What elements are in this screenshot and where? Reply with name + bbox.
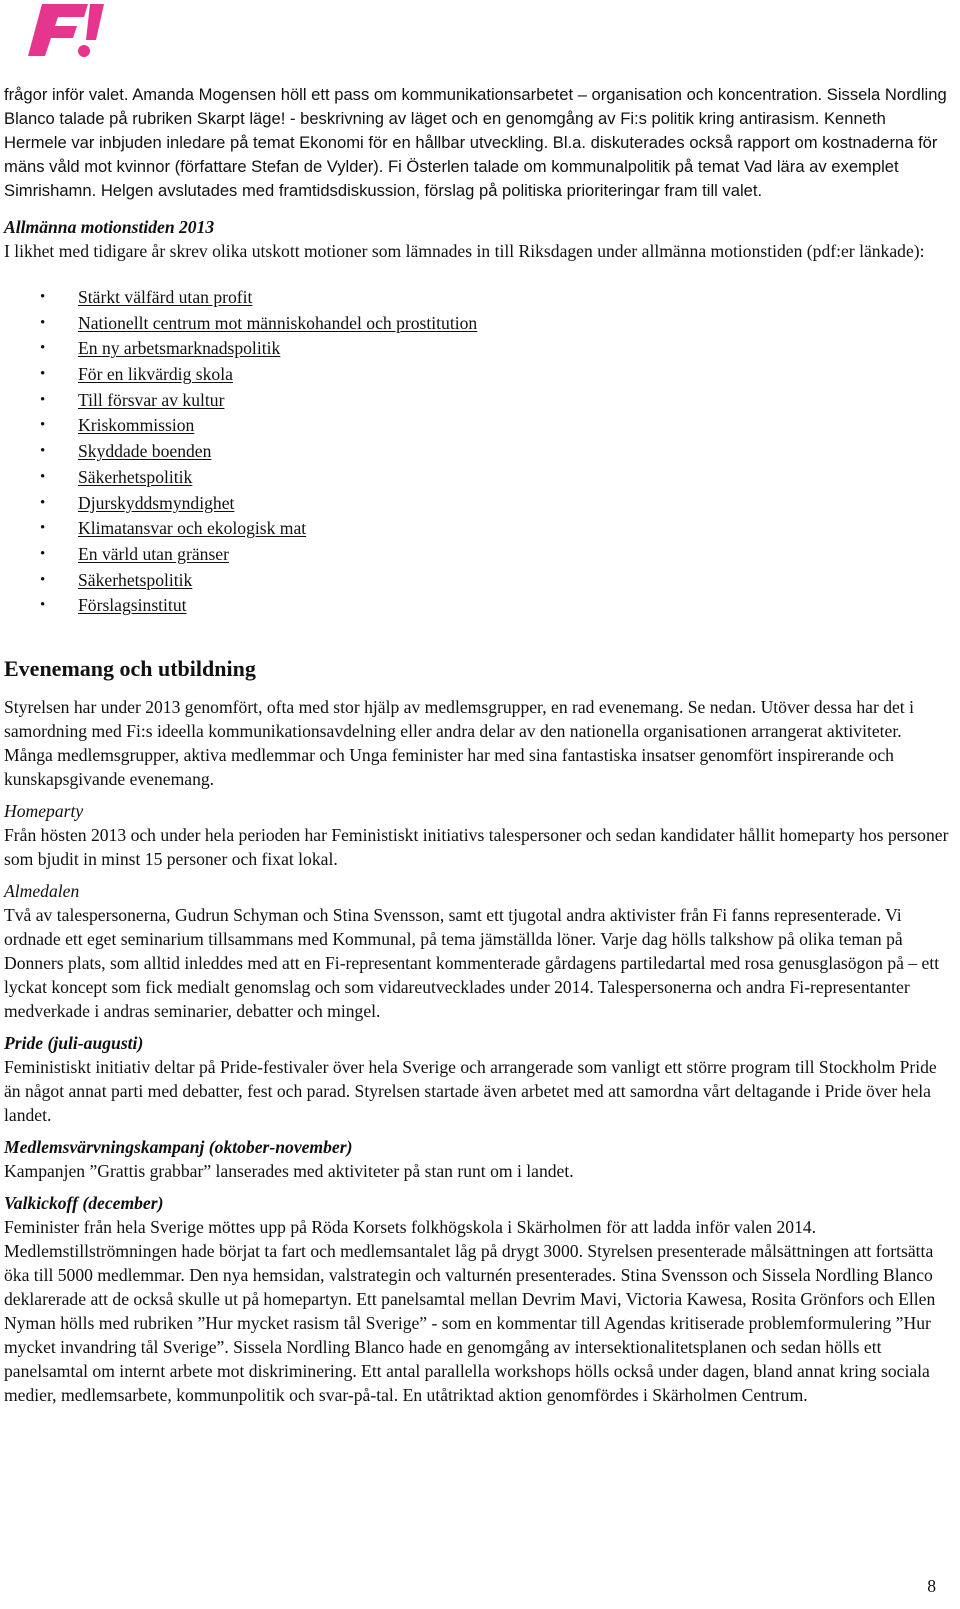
bullet: • bbox=[40, 314, 46, 331]
motions-text: I likhet med tidigare år skrev olika utskott motioner som lämnades in till Riksdagen under allmänna motionstiden (pdf:er länkade): bbox=[4, 241, 925, 261]
bullet: • bbox=[40, 494, 46, 511]
almedalen-heading: Almedalen bbox=[4, 880, 80, 901]
list-item bbox=[4, 413, 952, 439]
motion-link-arbetsmarknad[interactable]: En ny arbetsmarknadspolitik bbox=[78, 338, 281, 359]
list-item bbox=[4, 388, 952, 414]
motion-link-kriskommission[interactable]: Kriskommission bbox=[78, 415, 195, 436]
list-item bbox=[4, 311, 952, 337]
bullet: • bbox=[40, 597, 46, 614]
events-intro: Styrelsen har under 2013 genomfört, ofta med stor hjälp av medlemsgrupper, en rad evenemang. Se nedan. Utöver dessa har det i samordning med Fi:s ideella kommunikationsavdelning eller andra delar av den nationella organisationen arrangerat aktiviteter. Många medlemsgrupper, aktiva medlemmar och Unga feminister har med sina fantastiska insatser genomfört inspirerande och kunskapsgivande evenemang. bbox=[4, 696, 914, 789]
motion-link-skola[interactable]: För en likvärdig skola bbox=[78, 364, 233, 385]
bullet: • bbox=[40, 340, 46, 357]
bullet: • bbox=[40, 391, 46, 408]
bullet: • bbox=[40, 289, 46, 305]
list-item bbox=[4, 285, 952, 311]
membership-campaign-text: Kampanjen ”Grattis grabbar” lanserades med aktiviteter på stan runt om i landet. bbox=[4, 1160, 574, 1181]
fi-logo bbox=[22, 0, 104, 62]
pride-text: Feministiskt initiativ deltar på Pride-festivaler över hela Sverige och arrangerade som vanligt ett större program till Stockholm Pride än något annat parti med debatter, fest och parad. Styrelsen startade även arbetet med att samordna vårt deltagande i Pride över hela landet. bbox=[4, 1056, 937, 1125]
motion-link-valfard[interactable]: Stärkt välfärd utan profit bbox=[78, 287, 253, 307]
list-item bbox=[4, 491, 952, 517]
page-content bbox=[4, 83, 952, 1407]
events-heading: Evenemang och utbildning bbox=[4, 655, 256, 681]
fi-logo-mark bbox=[28, 4, 104, 57]
list-item bbox=[4, 568, 952, 594]
valkickoff-heading: Valkickoff (december) bbox=[4, 1192, 164, 1213]
bullet: • bbox=[40, 417, 46, 434]
motion-link-sakerhetspolitik-2[interactable]: Säkerhetspolitik bbox=[78, 569, 193, 590]
valkickoff-text: Feminister från hela Sverige möttes upp på Röda Korsets folkhögskola i Skärholmen för att ladda inför valen 2014. Medlemstillströmningen hade börjat ta fart och medlemsantalet låg på drygt 3000. Styrelsen presenterade målsättningen att fortsätta öka till 5000 medlemmar. Den nya hemsidan, valstrategin och valturnén presenterades. Stina Svensson och Sissela Nordling Blanco deklarerade att de också skulle ut på homepartyn. Ett panelsamtal mellan Devrim Mavi, Victoria Kawesa, Rosita Grönfors och Ellen Nyman hölls med rubriken ”Hur mycket rasism tål Sverige” - som en kommentar till Agendas kritiserade problemformulering ”Hur mycket invandring tål Sverige”. Sissela Nordling Blanco hade en genomgång av intersektionalitetsplanen och sedan hölls ett panelsamtal om internt arbete mot diskriminering. Ett antal parallella workshops hölls också under dagen, bland annat kring sociala medier, medlemsarbete, kommunpolitik och svar-på-tal. En utåtriktad aktion genomfördes i Skärholmen Centrum. bbox=[4, 1216, 936, 1405]
homeparty-text: Från hösten 2013 och under hela perioden har Feministiskt initiativs talespersoner och sedan kandidater hållit homeparty hos personer som bjudit in minst 15 personer och fixat lokal. bbox=[4, 824, 949, 869]
list-item bbox=[4, 542, 952, 568]
homeparty-heading: Homeparty bbox=[4, 800, 84, 821]
list-item bbox=[4, 336, 952, 362]
almedalen-text: Två av talespersonerna, Gudrun Schyman och Stina Svensson, samt ett tjugotal andra aktivister från Fi fanns representerade. Vi ordnade ett eget seminarium tillsammans med Kommunal, på tema jämställda löner. Varje dag hölls talkshow på olika teman på Donners plats, som alltid inleddes med att en Fi-representant kommenterade gårdagens partiledartal med rosa genusglasögon på – ett lyckat koncept som fick medialt genomslag och som vidareutvecklades under 2014. Talespersonerna och andra Fi-representanter medverkade i andras seminarier, debatter och mingel. bbox=[4, 904, 940, 1021]
membership-campaign-heading: Medlemsvärvningskampanj (oktober-november) bbox=[4, 1136, 353, 1157]
motion-link-djurskydd[interactable]: Djurskyddsmyndighet bbox=[78, 492, 235, 513]
bullet: • bbox=[40, 366, 46, 383]
motion-link-sakerhetspolitik[interactable]: Säkerhetspolitik bbox=[78, 466, 193, 487]
motion-link-skyddade-boenden[interactable]: Skyddade boenden bbox=[78, 441, 212, 462]
bullet: • bbox=[40, 545, 46, 562]
list-item bbox=[4, 439, 952, 465]
list-item bbox=[4, 593, 952, 619]
bullet: • bbox=[40, 520, 46, 537]
motion-link-klimat[interactable]: Klimatansvar och ekologisk mat bbox=[78, 518, 307, 539]
motions-link-list bbox=[4, 285, 952, 619]
page-number: 8 bbox=[927, 1576, 936, 1596]
pride-heading: Pride (juli-augusti) bbox=[4, 1032, 144, 1053]
list-item bbox=[4, 516, 952, 542]
motion-link-manniskohandel[interactable]: Nationellt centrum mot människohandel och prostitution bbox=[78, 312, 478, 333]
bullet: • bbox=[40, 443, 46, 460]
list-item bbox=[4, 362, 952, 388]
motions-heading: Allmänna motionstiden 2013 bbox=[4, 217, 215, 237]
list-item bbox=[4, 465, 952, 491]
motion-link-kultur[interactable]: Till försvar av kultur bbox=[78, 389, 225, 410]
motion-link-grans[interactable]: En värld utan gränser bbox=[78, 543, 229, 564]
bullet: • bbox=[40, 468, 46, 485]
motion-link-forslagsinstitut[interactable]: Förslagsinstitut bbox=[78, 595, 187, 616]
bullet: • bbox=[40, 571, 46, 588]
intro-paragraph: frågor inför valet. Amanda Mogensen höll ett pass om kommunikationsarbetet – organisation och koncentration. Sissela Nordling Blanco talade på rubriken Skarpt läge! - beskrivning av läget och en genomgång av Fi:s politik kring antirasism. Kenneth Hermele var inbjuden inledare på temat Ekonomi för en hållbar utveckling. Bl.a. diskuterades också rapport om kostnaderna för mäns våld mot kvinnor (författare Stefan de Vylder). Fi Österlen talade om kommunalpolitik på temat Vad lära av exemplet Simrishamn. Helgen avslutades med framtidsdiskussion, förslag på politiska prioriteringar fram till valet. bbox=[4, 85, 947, 200]
